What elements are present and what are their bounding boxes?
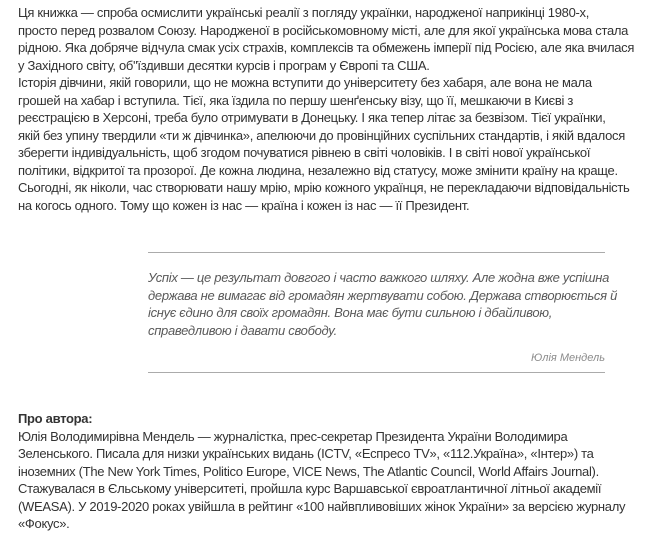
annotation-text-line: Сьогодні, як ніколи, час створювати нашу мрію, мрію кожного українця, не перекладаючи відповідальність bbox=[18, 180, 630, 195]
annotation-text-line: якій без упину твердили «ти ж дівчинка», апелюючи до провінційних суспільних стандартів, і якій вдалося bbox=[18, 127, 625, 143]
quote-text-line: існує єдино для своїх громадян. Вона має бути сильною і дбайливою, bbox=[148, 305, 553, 320]
annotation-text-line: зберегти індивідуальність, щоб згодом почуватися рівнею в світі чоловіків. І в світі нової української bbox=[18, 145, 591, 160]
annotation-text-line: реєстрацією в Херсоні, треба було отримувати в Донецьку. І яка тепер літає за безвізом. Тієї українки, bbox=[18, 110, 606, 125]
about-author-text-line: «Фокус». bbox=[18, 516, 70, 531]
about-author-text-line: Зеленського. Писала для низки українських видань (ICTV, «Еспресо TV», «112.Україна», «Інтер») та bbox=[18, 446, 594, 461]
about-author-text-line: Юлія Володимирівна Мендель — журналістка, прес-секретар Президента України Володимира bbox=[18, 428, 568, 444]
about-author-text-line: Стажувалася в Єльському університеті, пройшла курс Варшавської євроатлантичної літньої академії bbox=[18, 481, 602, 496]
annotation-text-line: на когось одного. Тому що кожен із нас — країна і кожен із нас — її Президент. bbox=[18, 197, 470, 213]
pull-quote-text bbox=[148, 269, 618, 339]
annotation-paragraph-1 bbox=[18, 4, 637, 74]
annotation-text-line: грошей на хабар і вступила. Тієї, яка їздила по першу шенґенську візу, що її, мешкаючи в Києві з bbox=[18, 92, 574, 108]
about-author-text-line: іноземних (The New York Times, Politico Europe, VICE News, The Atlantic Council, World Affairs Journal). bbox=[18, 463, 599, 479]
pull-quote-block bbox=[148, 252, 618, 373]
annotation-text-line: рідною. Яка добряче відчула смак усіх страхів, комплексів та обмежень імперії під Росією, але яка вчилася bbox=[18, 40, 635, 55]
book-annotation bbox=[18, 4, 637, 214]
about-author-section bbox=[18, 410, 637, 533]
annotation-text-line: Історія дівчини, якій говорили, що не можна вступити до університету без хабаря, але вона не мала bbox=[18, 75, 592, 90]
quote-divider-bottom bbox=[148, 372, 605, 373]
quote-divider-top bbox=[148, 252, 605, 253]
quote-text-line: Успіх — це результат довгого і часто важкого шляху. Але жодна вже успішна bbox=[148, 270, 610, 285]
annotation-text-line: у Західного світу, об"їздивши десятки курсів і програм у Європі та США. bbox=[18, 57, 430, 73]
about-author-heading: Про автора: bbox=[18, 411, 93, 426]
quote-text-line: держава не вимагає від громадян жертвувати собою. Держава створюється й bbox=[148, 287, 618, 303]
annotation-text-line: просто перед розвалом Союзу. Народженої в російськомовному місті, але для якої українська мова стала bbox=[18, 22, 629, 38]
annotation-text-line: політики, відкритої та прозорої. Де кожна людина, незалежно від статусу, може змінити країну на краще. bbox=[18, 162, 618, 178]
quote-text-line: справедливою і давати свободу. bbox=[148, 322, 337, 338]
about-author-text-line: (WEASA). У 2019-2020 роках увійшла в рейтинг «100 найвпливовіших жінок України» за версією журналу bbox=[18, 498, 626, 514]
annotation-paragraph-2 bbox=[18, 74, 637, 214]
annotation-text-line: Ця книжка — спроба осмислити українські реалії з погляду українки, народженої наприкінці 1980-х, bbox=[18, 5, 590, 20]
quote-attribution: Юлія Мендель bbox=[531, 352, 605, 364]
